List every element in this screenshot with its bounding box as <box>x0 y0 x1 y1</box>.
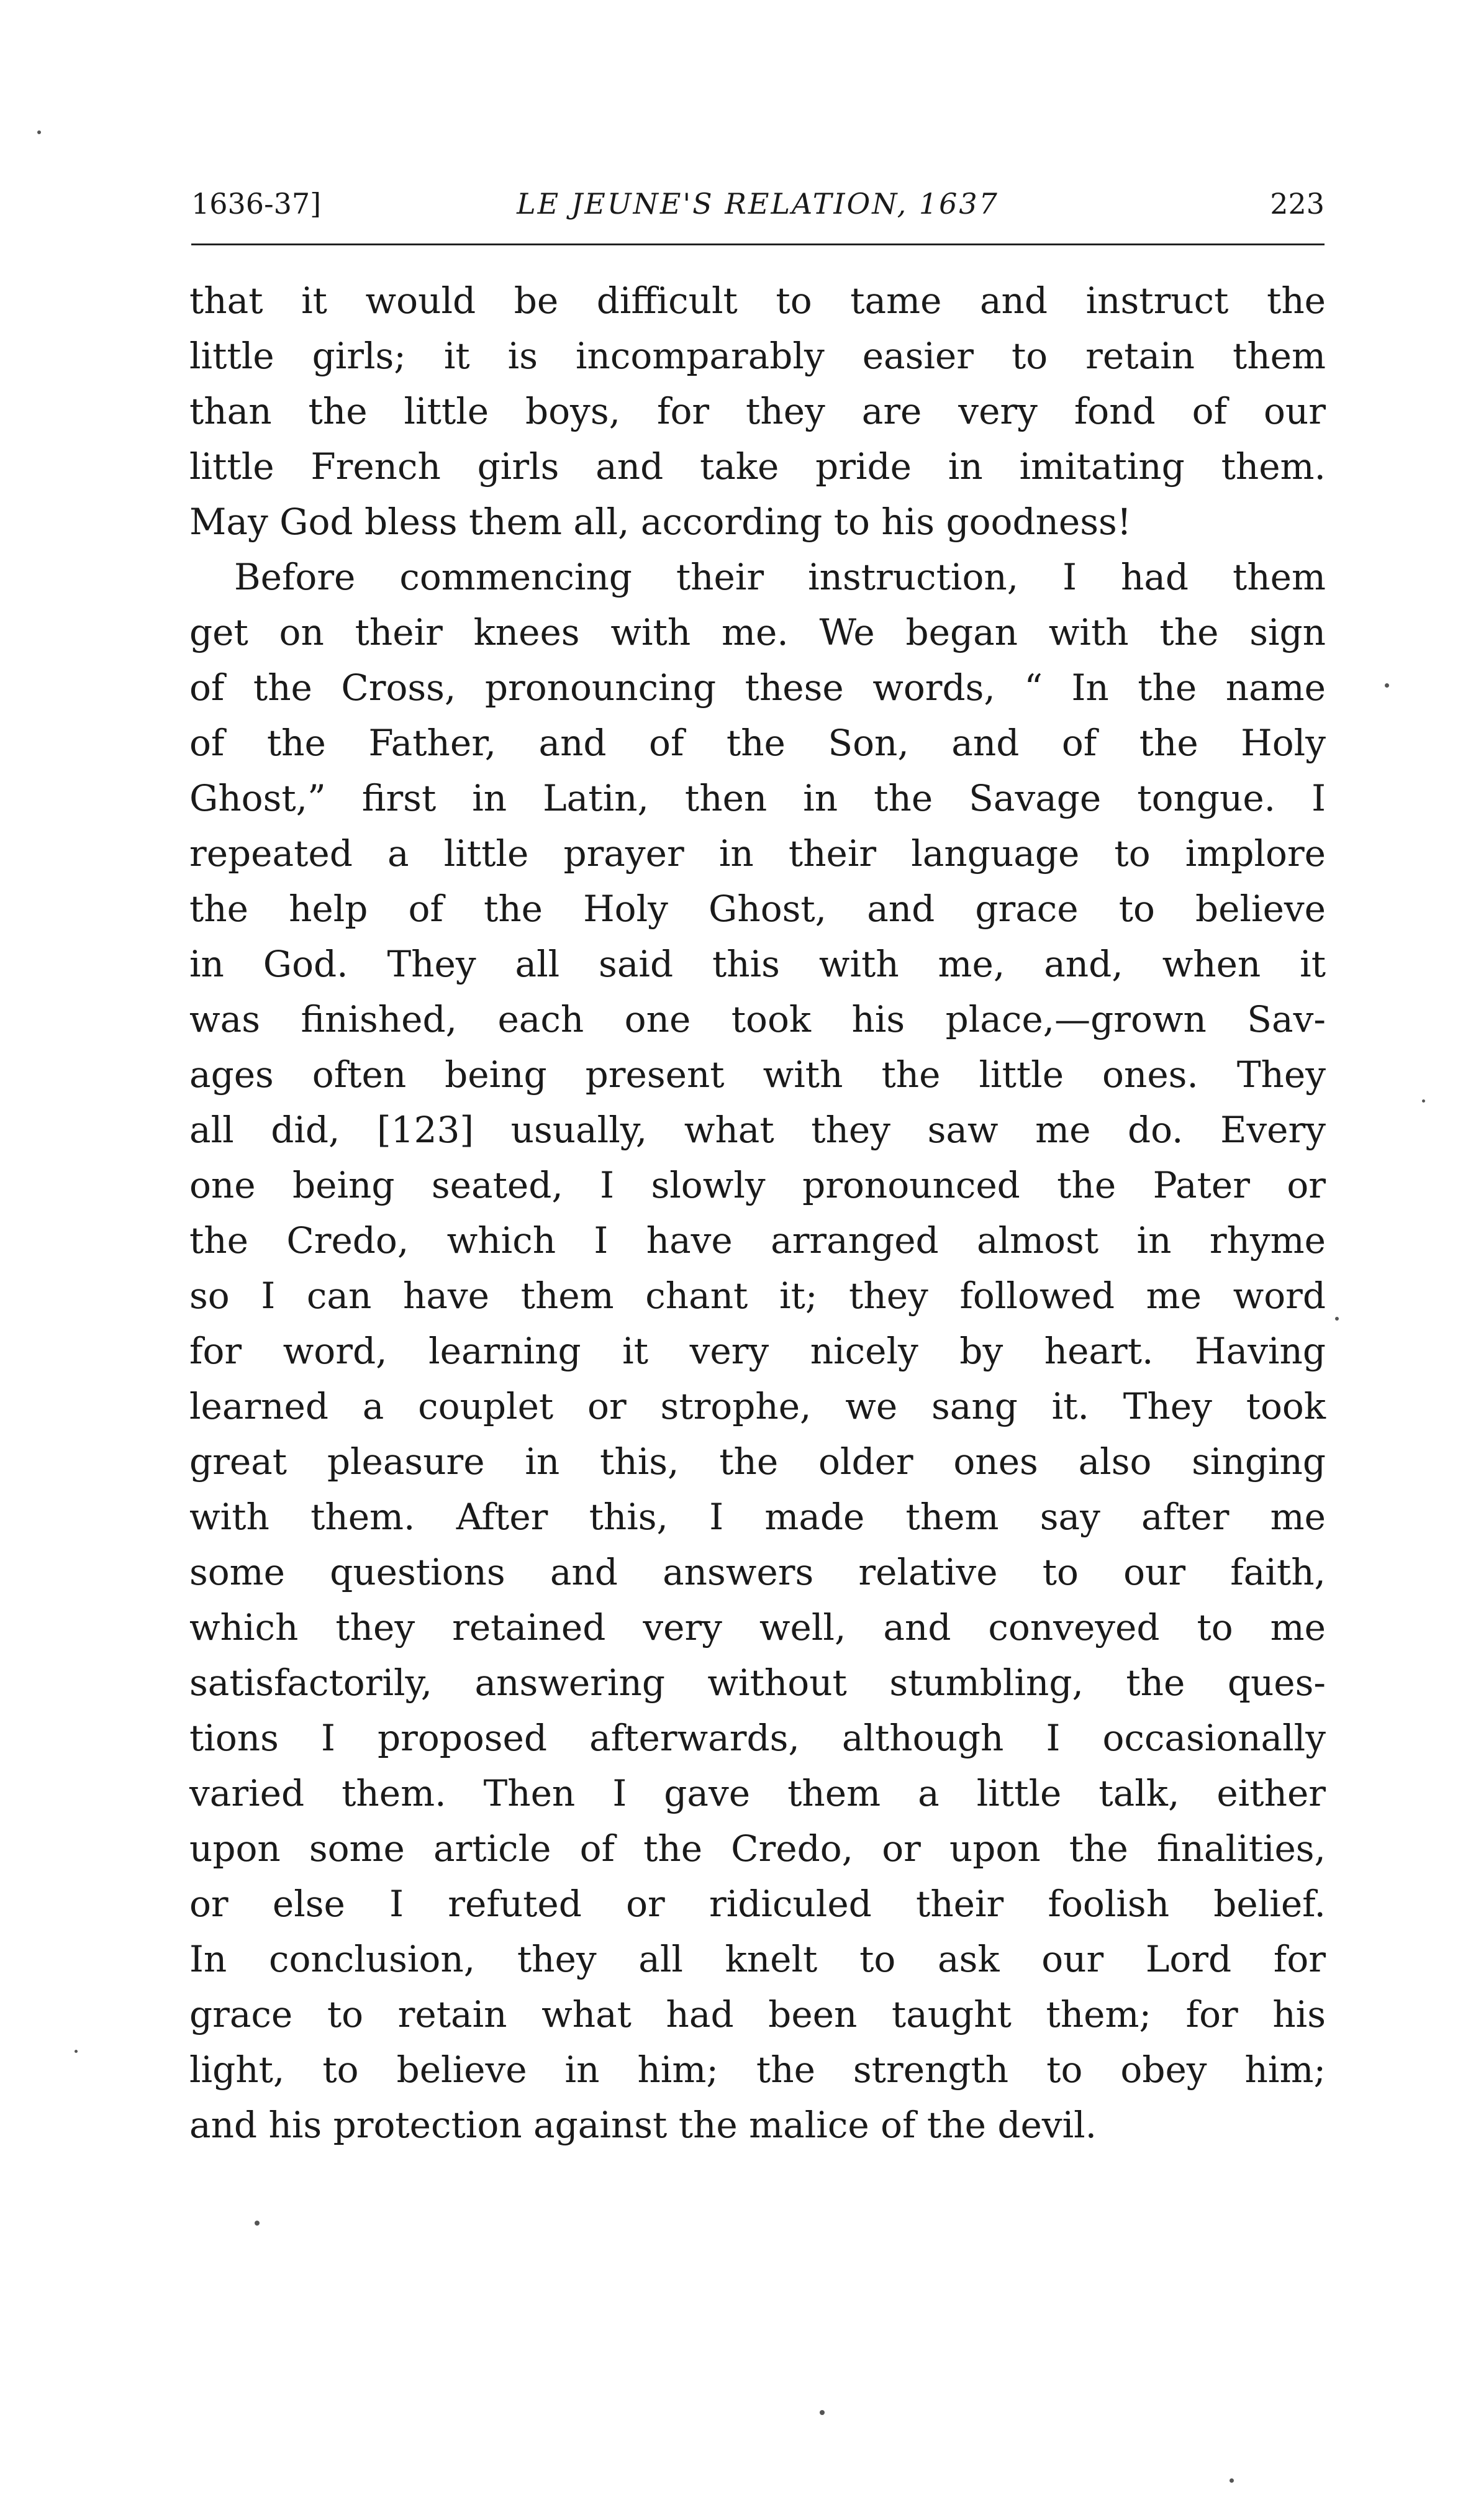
scan-speck <box>75 2050 78 2053</box>
text-line: tions I proposed afterwards, although I occasionally <box>189 1717 1326 1759</box>
body-text <box>189 273 1326 2153</box>
text-line: learned a couplet or strophe, we sang it. They took <box>189 1385 1326 1427</box>
text-line: Ghost,” first in Latin, then in the Savage tongue. I <box>189 777 1326 819</box>
scan-speck <box>255 2221 260 2226</box>
text-line: repeated a little prayer in their language to implore <box>189 832 1326 875</box>
text-line: and his protection against the malice of the devil. <box>189 2104 1097 2146</box>
text-line: some questions and answers relative to our faith, <box>189 1551 1326 1593</box>
scan-speck <box>820 2410 825 2415</box>
text-line: which they retained very well, and conveyed to me <box>189 1606 1326 1649</box>
text-line: Before commencing their instruction, I had them <box>234 556 1326 598</box>
text-line: of the Father, and of the Son, and of the Holy <box>189 722 1326 764</box>
scan-speck <box>37 130 41 134</box>
text-line: was finished, each one took his place,—grown Sav- <box>189 998 1326 1040</box>
text-line: the Credo, which I have arranged almost in rhyme <box>189 1219 1326 1262</box>
text-line: all did, [123] usually, what they saw me do. Every <box>189 1109 1326 1151</box>
text-line: little French girls and take pride in imitating them. <box>189 445 1326 488</box>
text-line: great pleasure in this, the older ones also singing <box>189 1440 1326 1483</box>
text-line: with them. After this, I made them say after me <box>189 1496 1326 1538</box>
text-line: in God. They all said this with me, and, when it <box>189 943 1326 985</box>
text-line: or else I refuted or ridiculed their foolish belief. <box>189 1883 1326 1925</box>
scan-speck <box>1385 683 1389 688</box>
text-line: In conclusion, they all knelt to ask our Lord for <box>189 1938 1326 1980</box>
text-line: for word, learning it very nicely by heart. Having <box>189 1330 1326 1372</box>
text-line: of the Cross, pronouncing these words, “ In the name <box>189 666 1326 709</box>
text-line: so I can have them chant it; they followed me word <box>189 1275 1326 1317</box>
running-head <box>191 181 1325 226</box>
text-line: one being seated, I slowly pronounced the Pater or <box>189 1164 1326 1206</box>
page-number: 223 <box>1270 187 1325 221</box>
date-range: 1636-37] <box>191 187 322 221</box>
text-line: than the little boys, for they are very fond of our <box>189 390 1326 432</box>
text-line: May God bless them all, according to his goodness! <box>189 501 1132 543</box>
text-line: the help of the Holy Ghost, and grace to believe <box>189 888 1326 930</box>
running-title: LE JEUNE'S RELATION, 1637 <box>517 187 999 221</box>
scan-speck <box>1230 2478 1234 2483</box>
text-line: little girls; it is incomparably easier to retain them <box>189 335 1326 377</box>
text-line: ages often being present with the little ones. They <box>189 1053 1326 1096</box>
scan-speck <box>1335 1317 1339 1321</box>
scan-speck <box>1422 1099 1425 1103</box>
text-line: light, to believe in him; the strength to obey him; <box>189 2049 1326 2091</box>
text-line: upon some article of the Credo, or upon the finalities, <box>189 1827 1326 1870</box>
text-line: grace to retain what had been taught them; for his <box>189 1993 1326 2036</box>
header-rule <box>191 243 1325 245</box>
text-line: varied them. Then I gave them a little talk, either <box>189 1772 1326 1814</box>
text-line: get on their knees with me. We began with the sign <box>189 611 1326 653</box>
text-line: satisfactorily, answering without stumbling, the ques- <box>189 1662 1326 1704</box>
text-line: that it would be difficult to tame and instruct the <box>189 280 1326 322</box>
